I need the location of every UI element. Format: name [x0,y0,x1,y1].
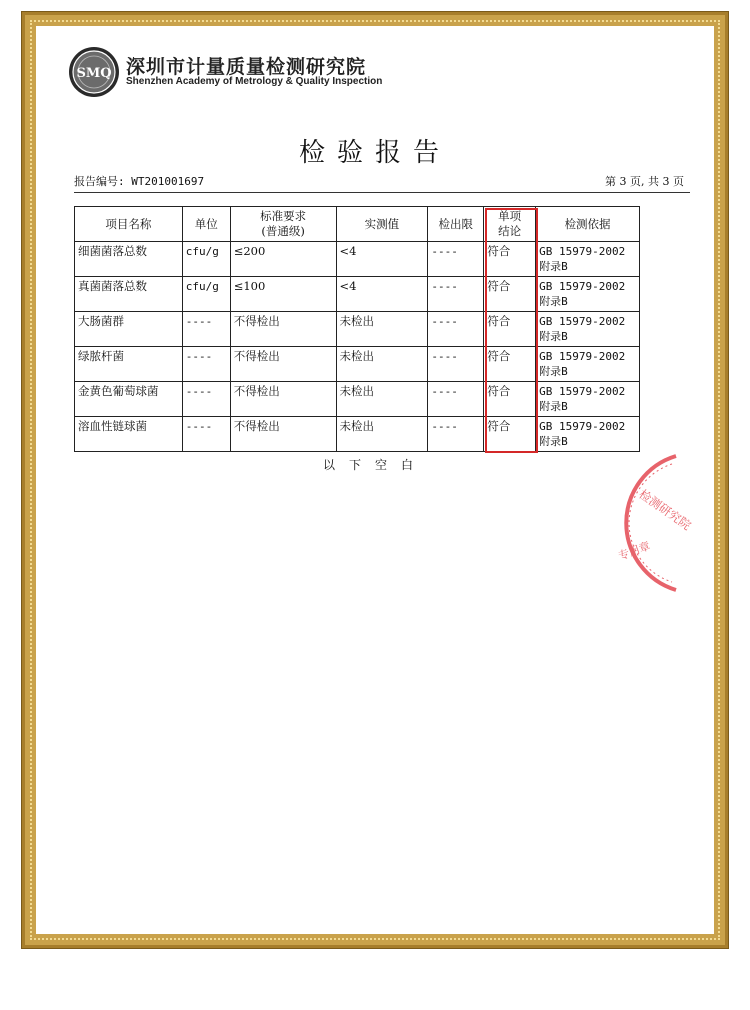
cell-standard: ≤200 [230,242,336,277]
cell-standard: 不得检出 [230,382,336,417]
cell-item: 细菌菌落总数 [75,242,183,277]
cell-item: 大肠菌群 [75,312,183,347]
cell-result: 符合 [484,347,536,382]
table-row [75,417,640,452]
col-header-limit: 检出限 [428,207,484,242]
col-header-item: 项目名称 [75,207,183,242]
col-header-standard: 标准要求 (普通级) [230,207,336,242]
table-row [75,312,640,347]
cell-basis: GB 15979-2002 附录B [536,347,640,382]
cell-limit: ---- [428,312,484,347]
report-number: 报告编号: WT201001697 [74,175,205,188]
page-count: 第 3 页, 共 3 页 [605,175,684,188]
table-header-row [75,207,640,242]
cell-unit: ---- [182,417,230,452]
col-header-result: 单项 结论 [484,207,536,242]
col-header-unit: 单位 [182,207,230,242]
smq-logo-icon [68,46,120,98]
org-name-cn: 深圳市计量质量检测研究院 [126,56,367,78]
org-name-en: Shenzhen Academy of Metrology & Quality Inspection [126,76,383,87]
col-header-measured: 实测值 [336,207,428,242]
cell-item: 真菌菌落总数 [75,277,183,312]
cell-measured: <4 [336,277,428,312]
cell-basis: GB 15979-2002 附录B [536,382,640,417]
table-row [75,347,640,382]
table-row [75,382,640,417]
cell-basis: GB 15979-2002 附录B [536,277,640,312]
cell-standard: 不得检出 [230,312,336,347]
header-divider [74,192,690,193]
results-table [74,206,640,452]
svg-text:检测研究院: 检测研究院 [636,486,694,533]
cell-measured: <4 [336,242,428,277]
report-title: 检验报告 [298,138,451,168]
svg-text:专用章: 专用章 [616,539,653,563]
cell-limit: ---- [428,347,484,382]
cell-limit: ---- [428,242,484,277]
cell-unit: ---- [182,347,230,382]
cell-item: 金黄色葡萄球菌 [75,382,183,417]
logo-text: SMQ [76,66,112,81]
cell-standard: 不得检出 [230,347,336,382]
cell-measured: 未检出 [336,312,428,347]
cell-item: 溶血性链球菌 [75,417,183,452]
table-row [75,277,640,312]
cell-result: 符合 [484,277,536,312]
cell-unit: cfu/g [182,277,230,312]
table-row [75,242,640,277]
cell-standard: ≤100 [230,277,336,312]
cell-measured: 未检出 [336,382,428,417]
col-header-basis: 检测依据 [536,207,640,242]
cell-basis: GB 15979-2002 附录B [536,417,640,452]
cell-unit: ---- [182,382,230,417]
cell-result: 符合 [484,242,536,277]
cell-unit: ---- [182,312,230,347]
cell-basis: GB 15979-2002 附录B [536,312,640,347]
cell-unit: cfu/g [182,242,230,277]
cell-basis: GB 15979-2002 附录B [536,242,640,277]
official-seal-stamp [598,448,694,598]
cell-result: 符合 [484,312,536,347]
cell-result: 符合 [484,417,536,452]
cell-item: 绿脓杆菌 [75,347,183,382]
cell-result: 符合 [484,382,536,417]
blank-below-note: 以下空白 [322,458,427,472]
cell-measured: 未检出 [336,417,428,452]
cell-limit: ---- [428,417,484,452]
cell-standard: 不得检出 [230,417,336,452]
cell-limit: ---- [428,277,484,312]
cell-limit: ---- [428,382,484,417]
cell-measured: 未检出 [336,347,428,382]
